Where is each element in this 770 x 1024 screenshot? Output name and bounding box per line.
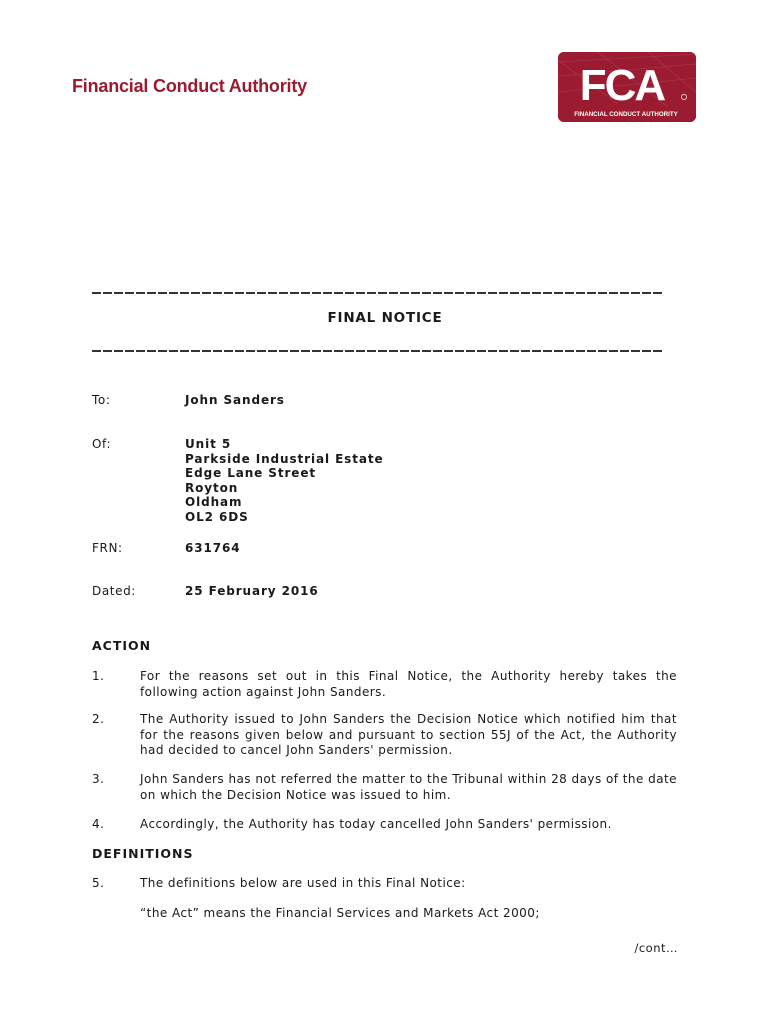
address-line: Royton xyxy=(185,480,239,495)
paragraph-number: 3. xyxy=(92,772,105,786)
logo-text: FCA xyxy=(579,61,665,110)
paragraph-number: 1. xyxy=(92,669,105,683)
top-divider xyxy=(92,292,664,294)
frn-label: FRN: xyxy=(92,541,123,555)
paragraph-text: The definitions below are used in this Final Notice: xyxy=(140,876,466,890)
dated-value: 25 February 2016 xyxy=(185,584,319,598)
paragraph-number: 4. xyxy=(92,817,105,831)
page-title: FINAL NOTICE xyxy=(327,310,443,326)
paragraph-text: John Sanders has not referred the matter to the Tribunal within 28 days of the date on which the Decision Notice was issued to him. xyxy=(140,772,677,802)
definitions-heading: DEFINITIONS xyxy=(92,846,194,861)
address-block xyxy=(185,437,384,524)
definition-item: “the Act” means the Financial Services and Markets Act 2000; xyxy=(140,906,540,920)
paragraph-number: 2. xyxy=(92,712,105,726)
frn-value: 631764 xyxy=(185,541,241,555)
address-line: Oldham xyxy=(185,495,243,509)
paragraph-number: 5. xyxy=(92,876,105,890)
org-name: Financial Conduct Authority xyxy=(72,76,307,96)
to-value: John Sanders xyxy=(185,393,285,407)
dated-label: Dated: xyxy=(92,584,136,598)
bottom-divider xyxy=(92,350,664,352)
action-heading: ACTION xyxy=(92,638,152,653)
address-line: Unit 5 xyxy=(185,437,232,451)
address-line: OL2 6DS xyxy=(185,509,249,524)
paragraph-text: The Authority issued to John Sanders the Decision Notice which notified him that for the reasons given below and pursuant to section 55J of the Act, the Authority had decided to cancel John Sanders' permission. xyxy=(140,712,677,757)
fca-logo xyxy=(558,52,696,122)
to-label: To: xyxy=(92,393,111,407)
address-line: Edge Lane Street xyxy=(185,466,317,480)
logo-subtext: FINANCIAL CONDUCT AUTHORITY xyxy=(574,111,678,118)
paragraph-text: Accordingly, the Authority has today cancelled John Sanders' permission. xyxy=(140,817,612,831)
paragraph-text: For the reasons set out in this Final Notice, the Authority hereby takes the following action against John Sanders. xyxy=(140,669,677,699)
fca-logo-graphic xyxy=(558,52,696,122)
of-label: Of: xyxy=(92,437,112,451)
address-line: Parkside Industrial Estate xyxy=(185,451,384,466)
continuation-marker: /cont… xyxy=(634,941,678,955)
